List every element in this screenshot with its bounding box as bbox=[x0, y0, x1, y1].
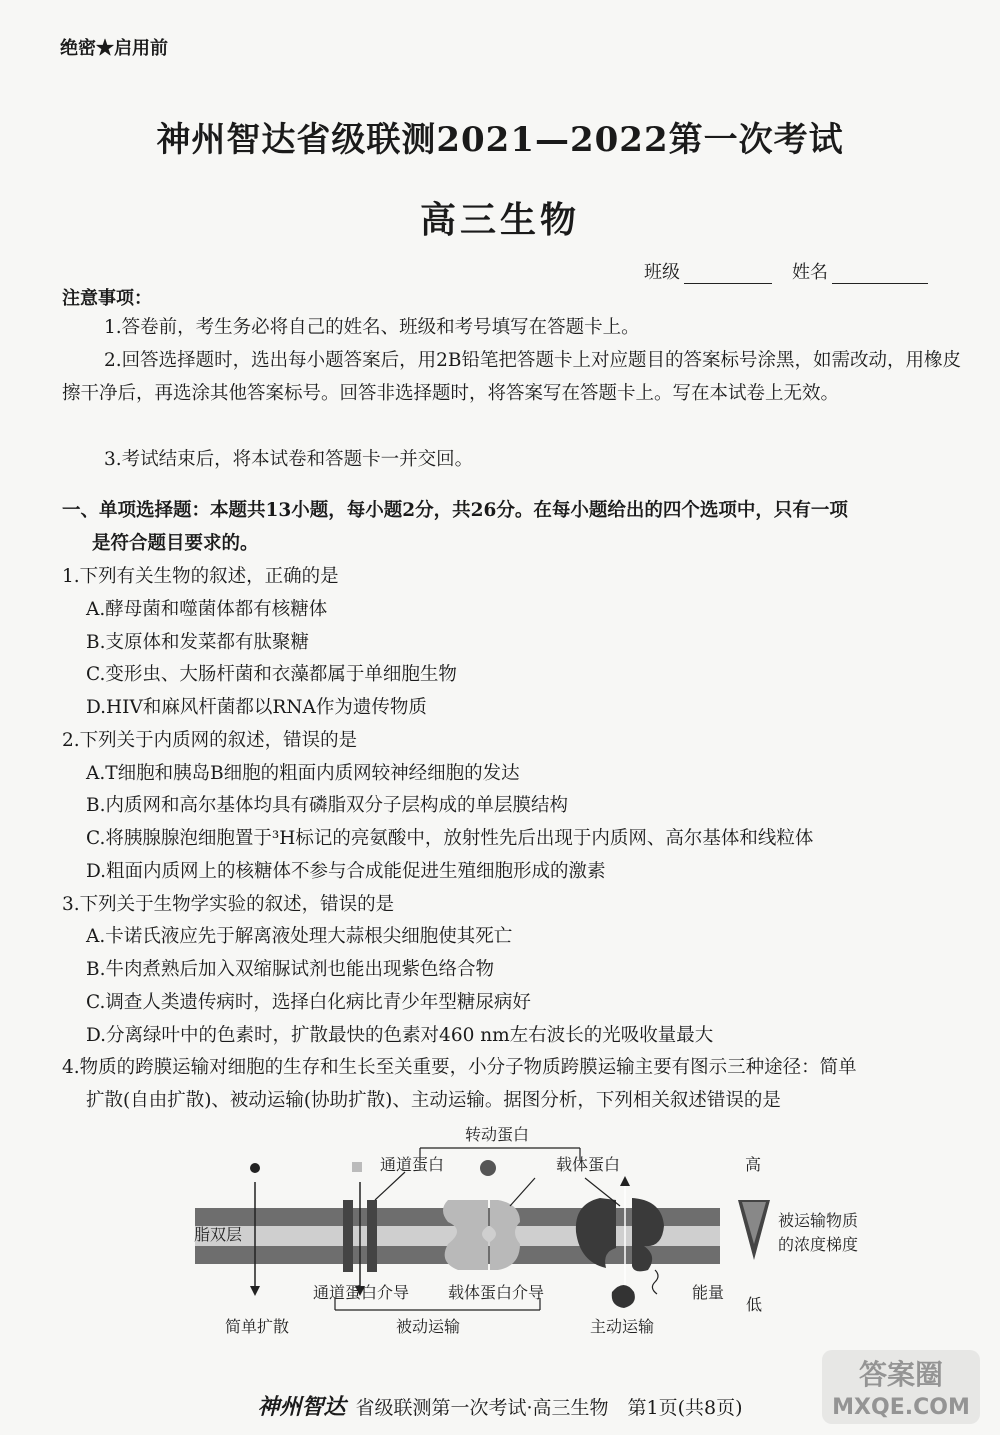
ion-square bbox=[352, 1162, 362, 1172]
class-blank bbox=[684, 263, 772, 284]
section-heading bbox=[62, 494, 972, 560]
question-3-stem: 3.下列关于生物学实验的叙述，错误的是 bbox=[62, 894, 395, 915]
notice-heading: 注意事项： bbox=[62, 288, 152, 309]
question-1-stem: 1.下列有关生物的叙述，正确的是 bbox=[62, 566, 339, 587]
svg-text:MXQE.COM: MXQE.COM bbox=[832, 1395, 970, 1420]
svg-text:答案圈: 答案圈 bbox=[858, 1358, 944, 1391]
channel-protein-label: 通道蛋白 bbox=[380, 1155, 445, 1174]
energy-atp-shape bbox=[612, 1285, 635, 1308]
section-heading-line1: 一、单项选择题：本题共13小题，每小题2分，共26分。在每小题给出的四个选项中，只有一项 bbox=[62, 500, 848, 521]
carrier-mediated-label: 载体蛋白介导 bbox=[448, 1283, 545, 1302]
gradient-label-line1: 被运输物质 bbox=[778, 1211, 859, 1230]
class-label: 班级 bbox=[644, 262, 680, 283]
exam-subject: 高三生物 bbox=[419, 199, 580, 241]
membrane-transport-diagram bbox=[180, 1120, 900, 1350]
question-3-option-b: B.牛肉煮熟后加入双缩脲试剂也能出现紫色络合物 bbox=[86, 959, 494, 980]
gradient-low-label: 低 bbox=[746, 1295, 763, 1314]
gradient-label-line2: 的浓度梯度 bbox=[778, 1235, 859, 1254]
diffusion-arrowhead bbox=[250, 1286, 260, 1296]
question-1-option-a: A.酵母菌和噬菌体都有核糖体 bbox=[86, 599, 328, 620]
question-2-option-c: C.将胰腺腺泡细胞置于³H标记的亮氨酸中，放射性先后出现于内质网、高尔基体和线粒体 bbox=[86, 828, 814, 849]
question-4-stem-line2: 扩散(自由扩散)、被动运输(协助扩散)、主动运输。据图分析，下列相关叙述错误的是 bbox=[86, 1090, 781, 1111]
notice-item-1: 1.答卷前，考生务必将自己的姓名、班级和考号填写在答题卡上。 bbox=[104, 317, 640, 338]
energy-label: 能量 bbox=[692, 1283, 725, 1302]
notice-item-2: 2.回答选择题时，选出每小题答案后，用2B铅笔把答题卡上对应题目的答案标号涂黑，如需改动，用橡皮擦干净后，再选涂其他答案标号。回答非选择题时，将答案写在答题卡上。写在本试卷上无效。 bbox=[62, 350, 962, 404]
student-info-fields bbox=[644, 258, 928, 284]
lipid-bilayer-label: 脂双层 bbox=[194, 1225, 243, 1244]
name-field bbox=[792, 258, 928, 284]
channel-protein-left bbox=[343, 1200, 353, 1272]
question-3-option-a: A.卡诺氏液应先于解离液处理大蒜根尖细胞使其死亡 bbox=[86, 926, 513, 947]
question-2-option-d: D.粗面内质网上的核糖体不参与合成能促进生殖细胞形成的激素 bbox=[86, 861, 606, 882]
notice-item-3: 3.考试结束后，将本试卷和答题卡一并交回。 bbox=[104, 449, 474, 470]
channel-mediated-label: 通道蛋白介导 bbox=[313, 1283, 410, 1302]
question-2-option-b: B.内质网和高尔基体均具有磷脂双分子层构成的单层膜结构 bbox=[86, 795, 568, 816]
question-1-option-b: B.支原体和发菜都有肽聚糖 bbox=[86, 632, 309, 653]
carrier-protein-label: 载体蛋白 bbox=[556, 1155, 621, 1174]
question-1-option-c: C.变形虫、大肠杆菌和衣藻都属于单细胞生物 bbox=[86, 664, 457, 685]
confidential-mark: 绝密★启用前 bbox=[60, 38, 168, 59]
footer-brand: 神州智达 bbox=[257, 1394, 346, 1420]
question-3-option-c: C.调查人类遗传病时，选择白化病比青少年型糖尿病好 bbox=[86, 992, 531, 1013]
section-heading-line2: 是符合题目要求的。 bbox=[92, 533, 259, 554]
active-arrowhead bbox=[620, 1176, 630, 1186]
passive-transport-label: 被动运输 bbox=[396, 1317, 461, 1336]
small-molecule-dot bbox=[250, 1163, 260, 1173]
gradient-high-label: 高 bbox=[745, 1155, 762, 1174]
exam-title: 神州智达省级联测2021—2022第一次考试 bbox=[156, 120, 844, 160]
question-2-option-a: A.T细胞和胰岛B细胞的粗面内质网较神经细胞的发达 bbox=[86, 763, 520, 784]
channel-protein-right bbox=[367, 1200, 377, 1272]
class-field bbox=[644, 258, 772, 284]
simple-diffusion-label: 简单扩散 bbox=[225, 1317, 290, 1336]
question-1-option-d: D.HIV和麻风杆菌都以RNA作为遗传物质 bbox=[86, 697, 427, 718]
name-label: 姓名 bbox=[792, 262, 828, 283]
active-transport-label: 主动运输 bbox=[590, 1317, 655, 1336]
name-blank bbox=[832, 263, 928, 284]
footer-text: 省级联测第一次考试·高三生物 第1页(共8页) bbox=[355, 1397, 743, 1419]
question-4-stem-line1: 4.物质的跨膜运输对细胞的生存和生长至关重要，小分子物质跨膜运输主要有图示三种途径：简单 bbox=[62, 1057, 857, 1078]
question-3-option-d: D.分离绿叶中的色素时，扩散最快的色素对460 nm左右波长的光吸收量最大 bbox=[86, 1025, 714, 1046]
question-2-stem: 2.下列关于内质网的叙述，错误的是 bbox=[62, 730, 358, 751]
transport-protein-label: 转动蛋白 bbox=[465, 1125, 530, 1144]
site-logo bbox=[816, 1340, 986, 1430]
carrier-substrate bbox=[480, 1160, 496, 1176]
